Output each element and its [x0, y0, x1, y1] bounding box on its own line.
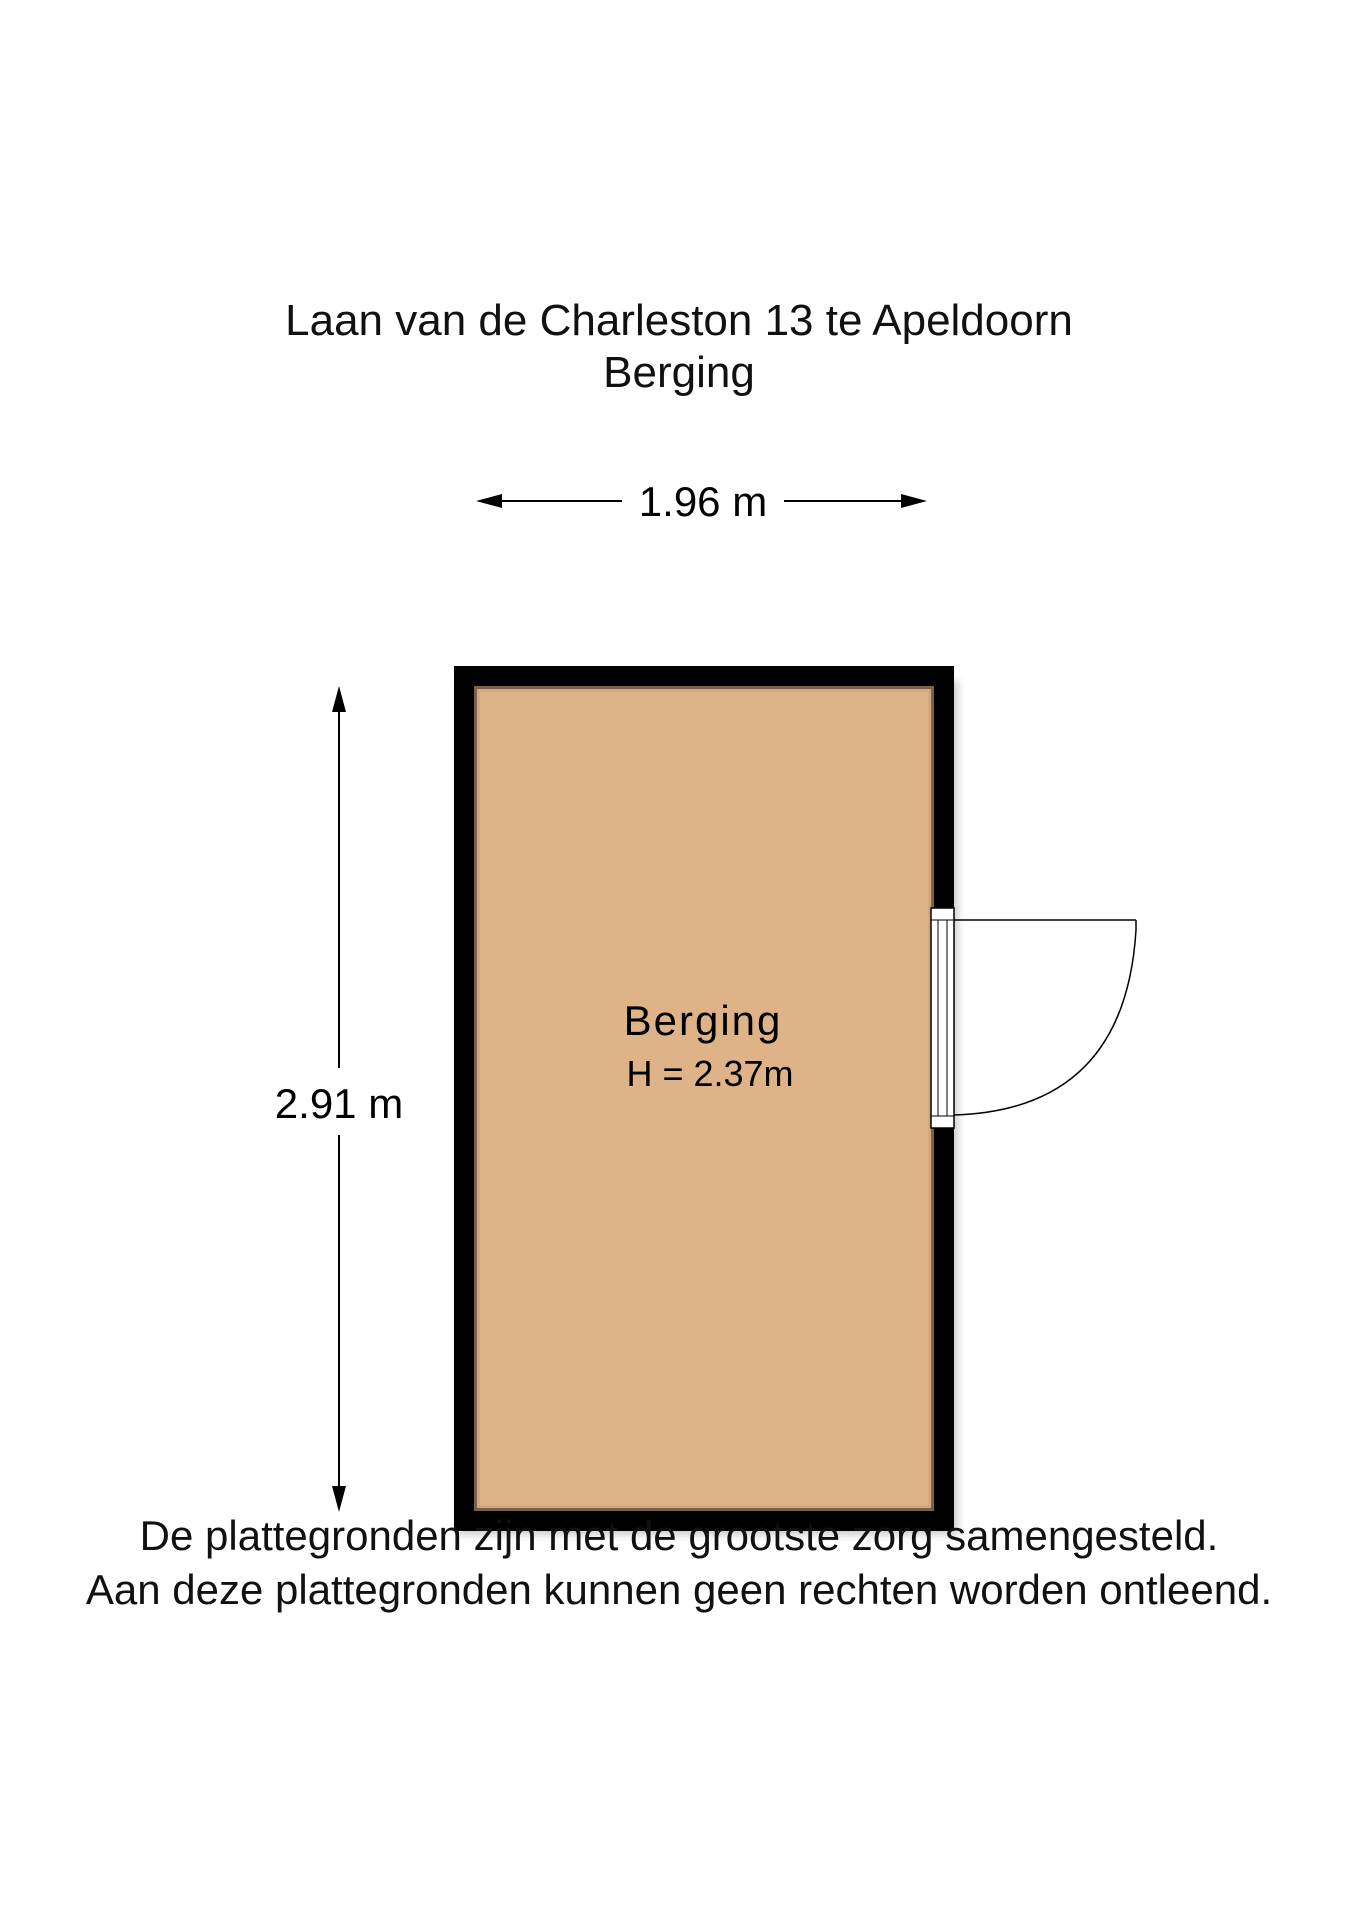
depth-label: 2.91 m	[274, 1080, 404, 1127]
room-height-label: H = 2.37m	[626, 1053, 794, 1094]
plan-floor-title: Berging	[603, 348, 755, 397]
depth-dimension-line	[275, 686, 403, 1512]
door-swing-arc	[954, 930, 1136, 1115]
width-label: 1.96 m	[638, 478, 768, 525]
arrow-right-icon	[901, 494, 927, 508]
width-dimension-line	[476, 478, 927, 525]
arrow-down-icon	[332, 1486, 346, 1512]
room-floor-berging	[477, 689, 931, 1508]
door	[931, 908, 1136, 1128]
arrow-left-icon	[476, 494, 502, 508]
disclaimer-line-1: De plattegronden zijn met de grootste zorg samengesteld.	[139, 1512, 1219, 1559]
room-name-label: Berging	[623, 997, 783, 1044]
arrow-up-icon	[332, 686, 346, 712]
plan-address-title: Laan van de Charleston 13 te Apeldoorn	[285, 296, 1073, 345]
disclaimer-line-2: Aan deze plattegronden kunnen geen rechten worden ontleend.	[85, 1566, 1273, 1613]
